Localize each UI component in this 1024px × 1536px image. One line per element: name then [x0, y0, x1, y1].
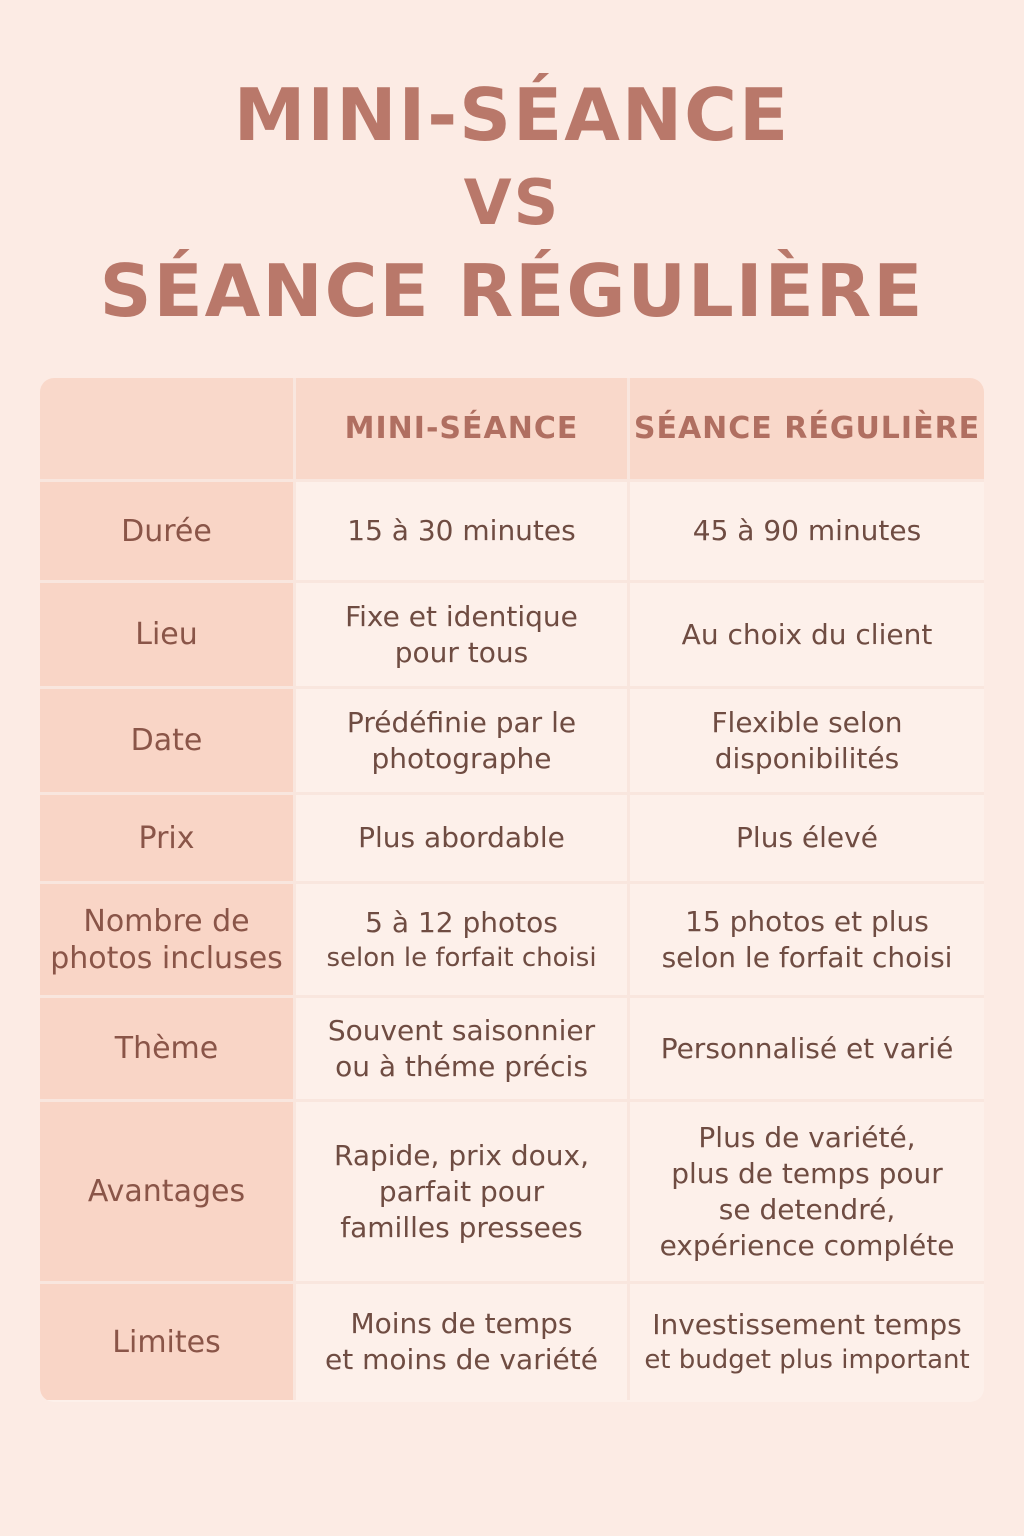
- cell-limites-seance-reguliere-line-1: Investissement temps: [652, 1308, 962, 1341]
- cell-theme-seance-reguliere: [630, 998, 984, 1102]
- cell-theme-seance-reguliere-line-1: Personnalisé et varié: [660, 1031, 954, 1065]
- cell-avantages-mini-seance-line-3: familles pressees: [340, 1210, 583, 1244]
- row-label-duree-text: [121, 513, 212, 550]
- cell-nombre-photos-seance-reguliere-line-1: 15 photos et plus: [685, 904, 929, 938]
- table-header-seance-reguliere: SÉANCE RÉGULIÈRE: [630, 378, 984, 482]
- row-label-nombre-photos-line-2: photos incluses: [50, 940, 283, 976]
- comparison-table: [40, 378, 984, 1402]
- cell-limites-mini-seance-line-1: Moins de temps: [350, 1307, 573, 1340]
- cell-nombre-photos-mini-seance: [296, 884, 630, 998]
- cell-theme-mini-seance-line-1: Souvent saisonnier: [327, 1013, 596, 1047]
- page-title-line-3: SÉANCE RÉGULIÈRE: [99, 249, 925, 333]
- cell-lieu-mini-seance-line-2: pour tous: [394, 635, 529, 669]
- page-title-line-1: MINI-SÉANCE: [233, 73, 791, 157]
- row-label-avantages: [40, 1102, 296, 1284]
- row-label-nombre-photos-text: [50, 903, 283, 977]
- cell-limites-mini-seance: [296, 1284, 630, 1400]
- row-label-lieu-text: [135, 616, 198, 653]
- cell-date-seance-reguliere: [630, 689, 984, 795]
- cell-nombre-photos-mini-seance-text: [326, 905, 596, 975]
- row-label-limites-line-1: Limites: [112, 1324, 221, 1360]
- cell-lieu-seance-reguliere: [630, 583, 984, 689]
- table-header-empty: [40, 378, 296, 482]
- cell-nombre-photos-mini-seance-line-2: selon le forfait choisi: [326, 942, 597, 973]
- cell-theme-mini-seance-line-2: ou à théme précis: [335, 1049, 588, 1083]
- cell-duree-seance-reguliere-line-1: 45 à 90 minutes: [692, 514, 922, 547]
- cell-prix-mini-seance: [296, 795, 630, 884]
- row-label-duree: [40, 482, 296, 583]
- row-label-prix-line-1: Prix: [138, 820, 195, 856]
- cell-date-mini-seance: [296, 689, 630, 795]
- row-label-duree-line-1: Durée: [121, 513, 212, 549]
- cell-duree-seance-reguliere-text: [693, 513, 921, 549]
- cell-lieu-mini-seance-text: [345, 599, 578, 671]
- cell-prix-seance-reguliere-text: [736, 820, 878, 856]
- cell-date-seance-reguliere-line-1: Flexible selon: [711, 705, 903, 739]
- row-label-nombre-photos-line-1: Nombre de: [83, 903, 250, 939]
- cell-duree-mini-seance-text: [347, 513, 575, 549]
- cell-avantages-mini-seance: [296, 1102, 630, 1284]
- row-label-nombre-photos: [40, 884, 296, 998]
- cell-nombre-photos-seance-reguliere: [630, 884, 984, 998]
- cell-lieu-seance-reguliere-line-1: Au choix du client: [681, 617, 933, 651]
- cell-avantages-mini-seance-line-2: parfait pour: [378, 1174, 545, 1208]
- cell-prix-mini-seance-text: [358, 820, 565, 856]
- cell-theme-mini-seance: [296, 998, 630, 1102]
- row-label-lieu-line-1: Lieu: [135, 617, 198, 652]
- row-label-prix: [40, 795, 296, 884]
- cell-prix-seance-reguliere-line-1: Plus élevé: [736, 821, 878, 854]
- cell-prix-seance-reguliere: [630, 795, 984, 884]
- cell-limites-mini-seance-text: [325, 1306, 598, 1378]
- cell-date-seance-reguliere-line-2: disponibilités: [714, 741, 900, 775]
- cell-avantages-seance-reguliere-line-4: expérience compléte: [659, 1228, 955, 1262]
- cell-avantages-seance-reguliere: [630, 1102, 984, 1284]
- cell-lieu-mini-seance: [296, 583, 630, 689]
- row-label-date: [40, 689, 296, 795]
- cell-limites-seance-reguliere-line-2: et budget plus important: [644, 1345, 970, 1375]
- comparison-grid: [40, 378, 984, 1402]
- cell-avantages-seance-reguliere-line-1: Plus de variété,: [698, 1120, 916, 1154]
- cell-duree-mini-seance-line-1: 15 à 30 minutes: [347, 514, 576, 547]
- cell-nombre-photos-mini-seance-line-1: 5 à 12 photos: [365, 905, 558, 939]
- cell-avantages-mini-seance-text: [334, 1138, 589, 1246]
- cell-date-mini-seance-line-2: photographe: [371, 741, 552, 775]
- cell-nombre-photos-seance-reguliere-line-2: selon le forfait choisi: [661, 940, 953, 974]
- cell-date-mini-seance-line-1: Prédéfinie par le: [346, 705, 577, 739]
- cell-avantages-seance-reguliere-text: [660, 1120, 955, 1264]
- cell-theme-seance-reguliere-text: [661, 1031, 954, 1067]
- cell-nombre-photos-seance-reguliere-text: [662, 904, 953, 976]
- cell-limites-seance-reguliere-text: [644, 1307, 969, 1377]
- table-header-mini-seance: MINI-SÉANCE: [296, 378, 630, 482]
- cell-theme-mini-seance-text: [328, 1013, 595, 1085]
- cell-lieu-seance-reguliere-text: [682, 617, 933, 653]
- row-label-theme-text: [115, 1030, 218, 1067]
- cell-date-mini-seance-text: [347, 705, 576, 777]
- cell-limites-mini-seance-line-2: et moins de variété: [325, 1343, 598, 1376]
- cell-limites-seance-reguliere: [630, 1284, 984, 1400]
- row-label-avantages-line-1: Avantages: [87, 1174, 246, 1209]
- cell-avantages-seance-reguliere-line-3: se detendré,: [718, 1192, 896, 1226]
- row-label-theme-line-1: Thème: [114, 1031, 219, 1066]
- row-label-date-text: [131, 722, 203, 759]
- page-title: [0, 72, 1024, 334]
- row-label-theme: [40, 998, 296, 1102]
- cell-avantages-seance-reguliere-line-2: plus de temps pour: [671, 1156, 943, 1190]
- cell-date-seance-reguliere-text: [711, 705, 902, 777]
- row-label-prix-text: [139, 820, 195, 857]
- cell-lieu-mini-seance-line-1: Fixe et identique: [345, 599, 578, 633]
- row-label-limites: [40, 1284, 296, 1400]
- cell-prix-mini-seance-line-1: Plus abordable: [358, 821, 565, 854]
- row-label-lieu: [40, 583, 296, 689]
- row-label-avantages-text: [88, 1173, 245, 1210]
- cell-duree-mini-seance: [296, 482, 630, 583]
- cell-avantages-mini-seance-line-1: Rapide, prix doux,: [333, 1138, 589, 1172]
- row-label-date-line-1: Date: [130, 723, 203, 758]
- page-title-line-2: VS: [463, 166, 561, 239]
- cell-duree-seance-reguliere: [630, 482, 984, 583]
- row-label-limites-text: [112, 1324, 220, 1361]
